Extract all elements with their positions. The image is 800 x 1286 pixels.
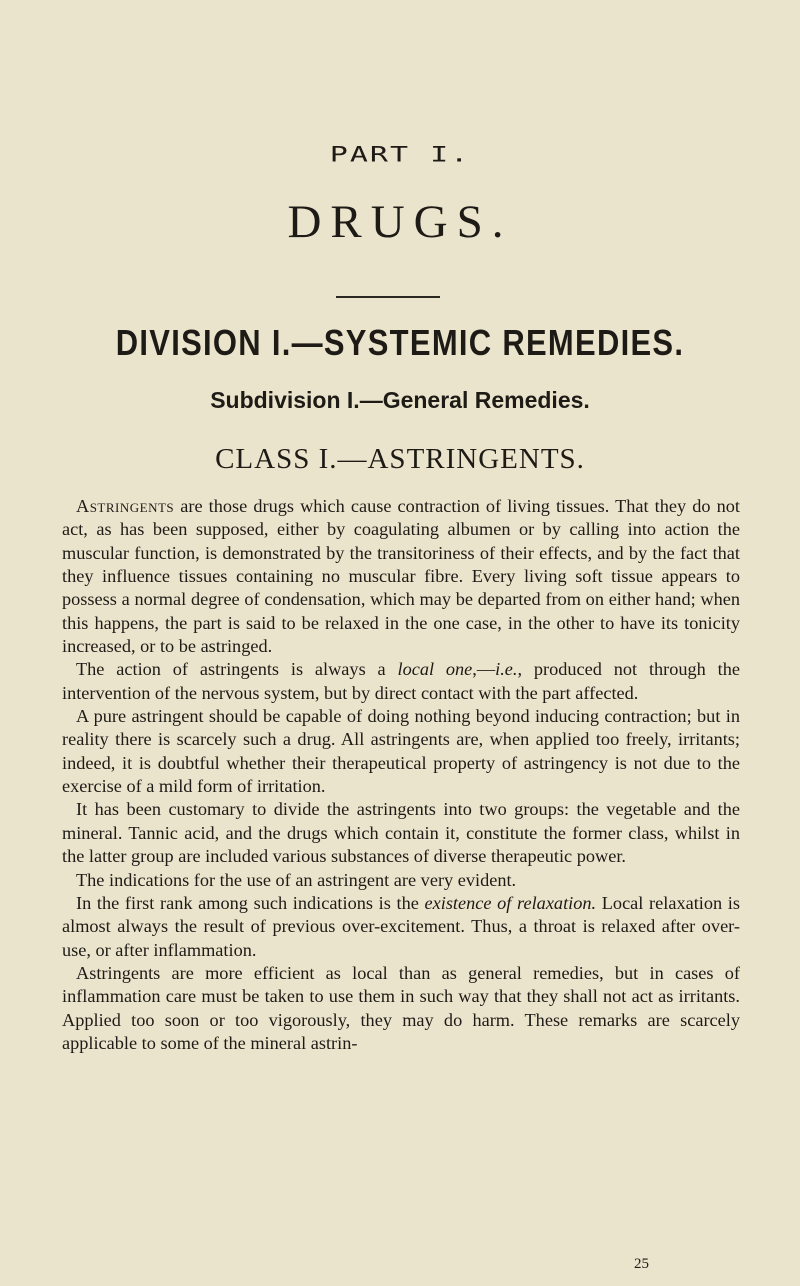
division-heading: DIVISION I.—SYSTEMIC REMEDIES. (115, 322, 685, 363)
part-heading: PART I. (329, 141, 471, 168)
paragraph-3: A pure astringent should be capable of doing nothing beyond inducing contraction; but in reality there is scarcely such a drug. All astringents are, when applied too freely, irritants; indeed, it is doubtful whether their therapeutical property of astringency is not due to the exercise of a mild form of irritation. (62, 706, 740, 797)
paragraph-6 (62, 892, 740, 962)
body-text (62, 495, 740, 1055)
italic-phrase: i.e. (495, 659, 518, 680)
subdivision-heading: Subdivision I.—General Remedies. (210, 387, 590, 413)
heading-rule (336, 296, 440, 298)
paragraph-text: ,— (472, 659, 496, 680)
italic-phrase: local one (397, 659, 473, 680)
paragraph-2 (62, 658, 740, 705)
paragraph-1 (62, 495, 740, 658)
paragraph-4: It has been customary to divide the astringents into two groups: the vegetable and the mineral. Tannic acid, and the drugs which contain it, constitute the former class, whilst in the latter group are included various substances of diverse therapeutic power. (62, 799, 740, 867)
paragraph-7: Astringents are more efficient as local than as general remedies, but in cases of inflammation care must be taken to use them in such way that they shall not act as irritants. Applied too soon or too vigorously, they may do harm. These remarks are scarcely applicable to some of the mineral astrin- (62, 962, 740, 1053)
paragraph-text: The action of astringents is always a (76, 659, 398, 680)
page-number: 25 (634, 1256, 649, 1272)
chapter-title: DRUGS. (287, 196, 513, 248)
italic-phrase: existence of relaxation. (424, 892, 597, 913)
paragraph-text: , produced not through the intervention of the nervous system, but by direct contact with the part affected. (62, 659, 740, 703)
class-heading: CLASS I.—ASTRINGENTS. (215, 443, 585, 475)
lead-term: Astringents (76, 496, 175, 516)
paragraph-text: Local relaxation is almost always the result of previous over-excitement. Thus, a throat is relaxed after over-use, or after inflammation. (62, 892, 740, 960)
paragraph-5: The indications for the use of an astringent are very evident. (76, 869, 517, 890)
paragraph-text: In the first rank among such indications is the (76, 892, 425, 913)
paragraph-text: are those drugs which cause contraction of living tissues. That they do not act, as has been supposed, either by coagulating albumen or by calling into action the muscular function, is demonstrated by the transitoriness of their effects, and by the fact that they influence tissues containing no muscular fibre. Every living soft tissue appears to possess a normal degree of condensation, which may be departed from on either hand; when this happens, the part is said to be relaxed in the one case, in the other to have its tonicity increased, or to be astringed. (62, 496, 740, 657)
